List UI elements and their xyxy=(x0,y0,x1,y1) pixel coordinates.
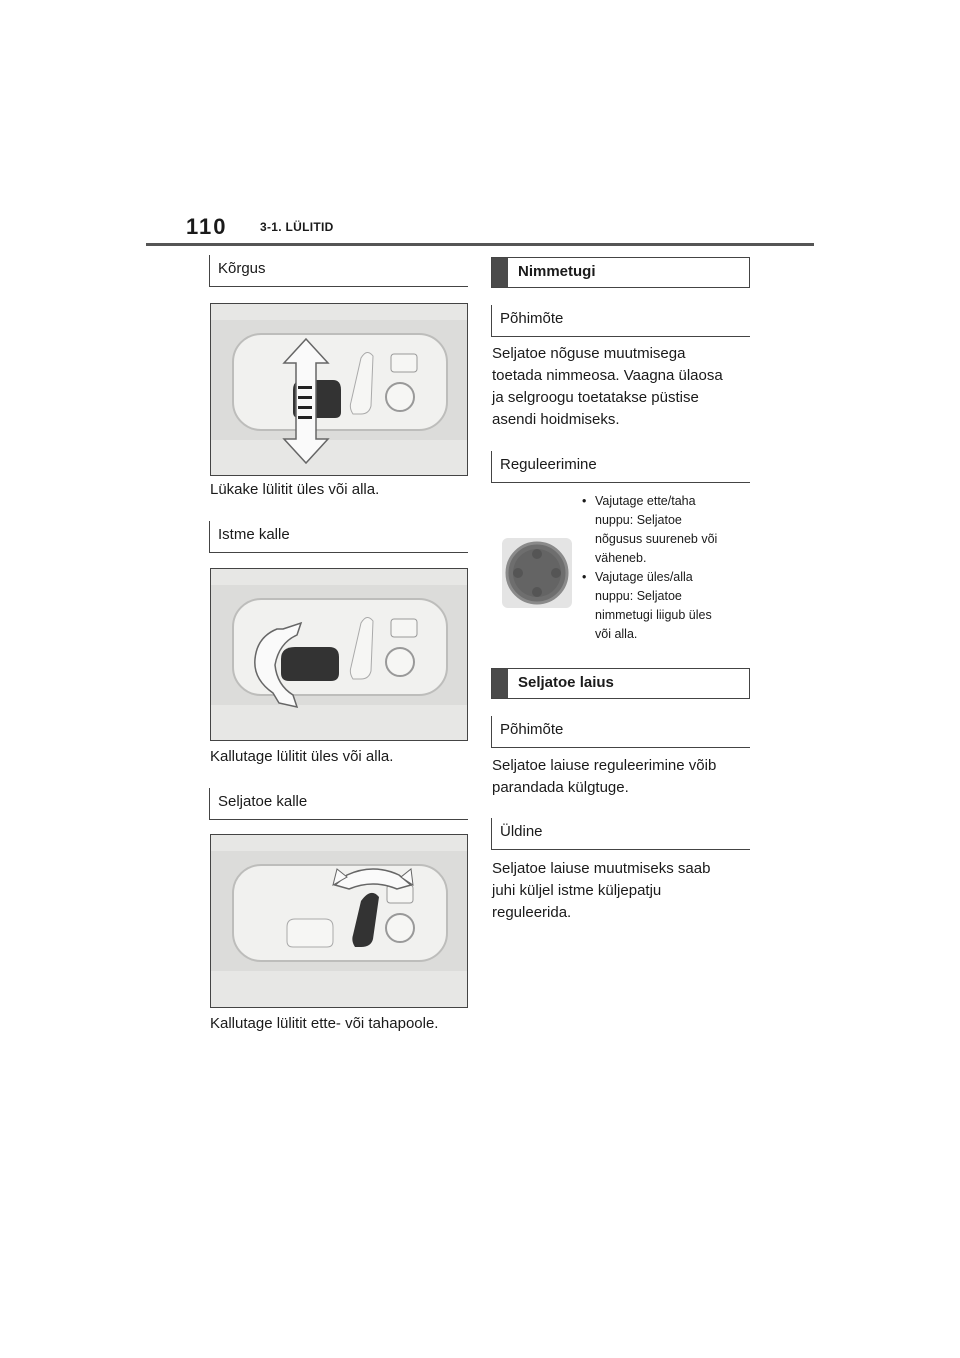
text-line: nõgusus suureneb või xyxy=(595,532,718,546)
text-line: väheneb. xyxy=(595,551,647,565)
caption-seljatoe-kalle: Kallutage lülitit ette- või tahapoole. xyxy=(210,1015,439,1032)
bullet-dot: • xyxy=(582,494,587,508)
figure-lumbar-knob xyxy=(502,538,572,608)
text-line: Seljatoe laiuse reguleerimine võib xyxy=(492,757,717,774)
text-line: reguleerida. xyxy=(492,904,572,921)
text-line: Vajutage üles/alla xyxy=(595,570,693,584)
section-bar xyxy=(492,258,508,287)
text-line: nuppu: Seljatoe xyxy=(595,589,682,603)
text-line: Vajutage ette/taha xyxy=(595,494,696,508)
backrest-tilt-switch-icon xyxy=(211,835,467,1007)
text-line: toetada nimmeosa. Vaagna ülaosa xyxy=(492,367,723,384)
bullet-dot: • xyxy=(582,570,587,584)
text-line: juhi küljel istme küljepatju xyxy=(492,882,662,899)
text-line: nuppu: Seljatoe xyxy=(595,513,682,527)
lumbar-support-knob-icon xyxy=(502,538,572,608)
text-line: parandada külgtuge. xyxy=(492,779,629,796)
heading-korgus: Kõrgus xyxy=(209,255,468,287)
section-title: Nimmetugi xyxy=(518,263,596,280)
bullet-list xyxy=(580,492,750,644)
list-item xyxy=(580,492,750,568)
page-number: 110 xyxy=(186,214,228,239)
seat-tilt-switch-icon xyxy=(211,569,467,740)
section-bar xyxy=(492,669,508,698)
heading-istme-kalle: Istme kalle xyxy=(209,521,468,553)
chapter-title: 3-1. LÜLITID xyxy=(260,220,334,234)
text-line: asendi hoidmiseks. xyxy=(492,411,620,428)
section-nimmetugi xyxy=(491,257,750,288)
header-rule xyxy=(146,243,814,246)
text-laius-principle xyxy=(492,755,760,799)
section-seljatoe-laius xyxy=(491,668,750,699)
caption-korgus: Lükake lülitit üles või alla. xyxy=(210,481,380,498)
figure-seat-tilt xyxy=(210,568,468,741)
text-line: Seljatoe laiuse muutmiseks saab xyxy=(492,860,711,877)
text-line: nimmetugi liigub üles xyxy=(595,608,712,622)
text-nimmetugi-principle xyxy=(492,343,760,431)
heading-reguleerimine: Reguleerimine xyxy=(491,451,750,483)
text-laius-general xyxy=(492,858,760,924)
text-line: või alla. xyxy=(595,627,638,641)
text-line: Seljatoe nõguse muutmisega xyxy=(492,345,686,362)
heading-pohimote-1: Põhimõte xyxy=(491,305,750,337)
seat-height-switch-icon xyxy=(211,304,467,475)
heading-pohimote-2: Põhimõte xyxy=(491,716,750,748)
figure-backrest-tilt xyxy=(210,834,468,1008)
text-line: ja selgroogu toetatakse püstise xyxy=(492,389,699,406)
figure-seat-height xyxy=(210,303,468,476)
list-item xyxy=(580,568,750,644)
section-title: Seljatoe laius xyxy=(518,674,614,691)
caption-istme-kalle: Kallutage lülitit üles või alla. xyxy=(210,748,394,765)
heading-uldine: Üldine xyxy=(491,818,750,850)
heading-seljatoe-kalle: Seljatoe kalle xyxy=(209,788,468,820)
